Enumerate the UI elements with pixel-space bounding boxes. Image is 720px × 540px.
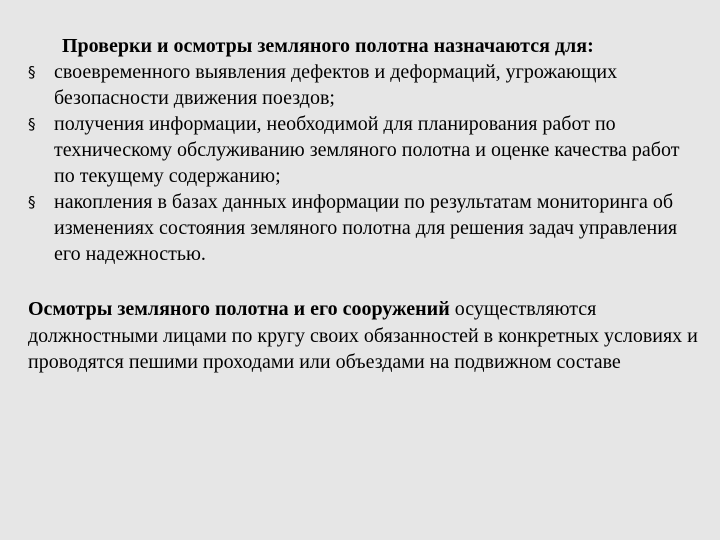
bullet-text: накопления в базах данных информации по результатам мониторинга об изменениях состояния земляного полотна для решения задач управления его надежностью.	[54, 191, 678, 265]
bullet-list	[28, 59, 688, 267]
slide-heading: Проверки и осмотры земляного полотна назначаются для:	[62, 35, 594, 57]
bullet-item	[28, 189, 688, 267]
bullet-marker-icon: §	[28, 115, 36, 133]
inspection-paragraph	[28, 296, 698, 376]
bullet-marker-icon: §	[28, 193, 36, 211]
paragraph-rest: осуществляются должностными лицами по кругу своих обязанностей в конкретных условиях и проводятся пешими проходами или объездами на подвижном составе	[28, 298, 698, 373]
bullet-item	[28, 111, 688, 189]
paragraph-bold-lead: Осмотры земляного полотна и его сооружений	[28, 298, 450, 320]
bullet-text: получения информации, необходимой для планирования работ по техническому обслуживанию земляного полотна и оценке качества работ по текущему содержанию;	[54, 113, 680, 187]
bullet-item	[28, 59, 688, 111]
bullet-marker-icon: §	[28, 63, 36, 81]
bullet-text: своевременного выявления дефектов и деформаций, угрожающих безопасности движения поездов;	[54, 61, 618, 109]
